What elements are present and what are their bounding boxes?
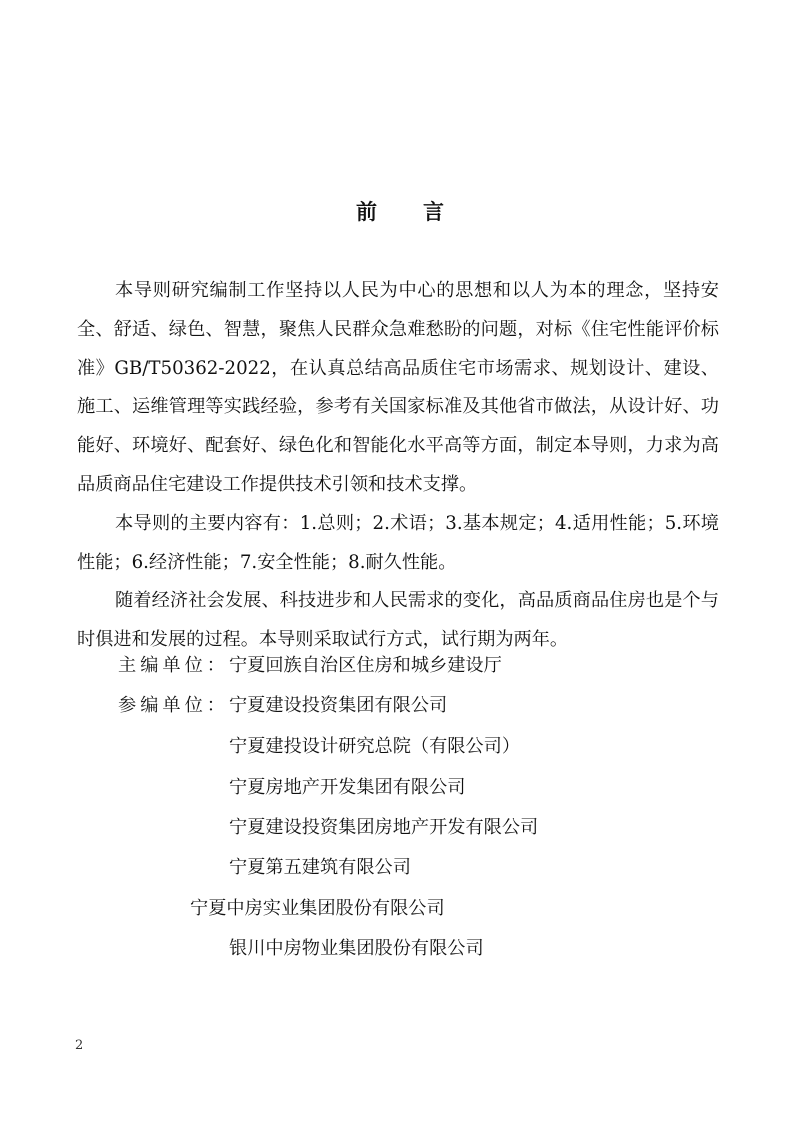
chief-editor-label: 主编单位： bbox=[118, 655, 229, 676]
title-char-1: 前 bbox=[356, 200, 377, 224]
paragraph-contents: 本导则的主要内容有：1.总则；2.术语；3.基本规定；4.适用性能；5.环境性能；6.经济性能；7.安全性能；8.耐久性能。 bbox=[77, 512, 719, 573]
co-editor-unit: 宁夏建设投资集团房地产开发有限公司 bbox=[229, 817, 539, 838]
co-editor-unit: 宁夏第五建筑有限公司 bbox=[229, 857, 411, 878]
chief-editor-line bbox=[118, 651, 502, 677]
preface-body bbox=[77, 272, 719, 660]
co-editor-unit: 宁夏建投设计研究总院（有限公司） bbox=[229, 736, 521, 757]
co-editor-unit: 宁夏中房实业集团股份有限公司 bbox=[190, 898, 445, 919]
co-editor-line bbox=[118, 691, 447, 717]
co-editor-unit: 宁夏建设投资集团有限公司 bbox=[228, 695, 448, 716]
chief-editor-unit: 宁夏回族自治区住房和城乡建设厅 bbox=[228, 655, 502, 676]
page-title bbox=[0, 196, 800, 226]
co-editor-unit: 宁夏房地产开发集团有限公司 bbox=[229, 777, 466, 798]
title-char-2: 言 bbox=[423, 200, 444, 224]
paragraph-trial: 随着经济社会发展、科技进步和人民需求的变化，高品质商品住房也是个与时俱进和发展的过程。本导则采取试行方式，试行期为两年。 bbox=[77, 590, 719, 651]
page-number: 2 bbox=[75, 1038, 84, 1053]
co-editor-label: 参编单位： bbox=[118, 695, 229, 716]
co-editor-unit: 银川中房物业集团股份有限公司 bbox=[229, 938, 484, 959]
paragraph-intro: 本导则研究编制工作坚持以人民为中心的思想和以人为本的理念，坚持安全、舒适、绿色、智慧，聚焦人民群众急难愁盼的问题，对标《住宅性能评价标准》GB/T50362-2022，在认真总结高品质住宅市场需求、规划设计、建设、施工、运维管理等实践经验，参考有关国家标准及其他省市做法，从设计好、功能好、环境好、配套好、绿色化和智能化水平高等方面，制定本导则，力求为高品质商品住宅建设工作提供技术引领和技术支撑。 bbox=[77, 280, 719, 495]
